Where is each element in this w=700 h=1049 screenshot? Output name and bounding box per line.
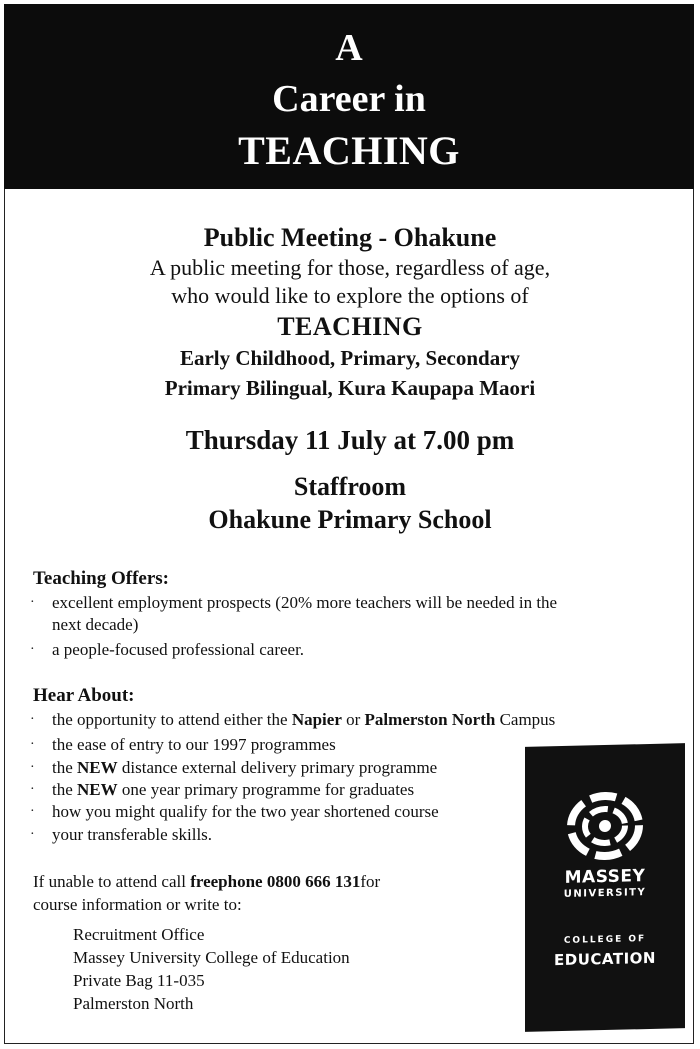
address-line-1: Recruitment Office xyxy=(73,925,205,944)
bullet-icon: · xyxy=(30,760,35,775)
teaching-levels-line-1: Early Childhood, Primary, Secondary xyxy=(179,346,521,370)
campus-palmerston-north: Palmerston North xyxy=(364,710,496,729)
logo-university-line-2: UNIVERSITY xyxy=(563,887,647,900)
venue-line-2: Ohakune Primary School xyxy=(208,505,492,534)
address-line-3: Private Bag 11-035 xyxy=(73,971,205,990)
banner-line-3: TEACHING xyxy=(238,128,460,173)
hear-item xyxy=(30,734,336,756)
banner-line-1: A xyxy=(335,27,363,69)
address-line-2: Massey University College of Education xyxy=(73,948,350,967)
new-badge: NEW xyxy=(77,758,118,777)
logo-college-line-2: EDUCATION xyxy=(554,948,656,970)
hear-item xyxy=(30,801,439,823)
campus-napier: Napier xyxy=(291,710,342,729)
bullet-icon: · xyxy=(30,782,35,797)
offers-item-line-1: excellent employment prospects (20% more teachers will be needed in the xyxy=(52,593,558,612)
hear-item-text: how you might qualify for the two year shortened course xyxy=(52,802,439,821)
bullet-icon: · xyxy=(30,595,35,610)
hear-item-text: the opportunity to attend either the Napier or Palmerston North Campus xyxy=(52,710,556,729)
hear-item-text: the ease of entry to our 1997 programmes xyxy=(52,735,336,754)
hear-item-text: the NEW distance external delivery primary programme xyxy=(52,758,438,777)
hear-item xyxy=(30,824,212,846)
logo-university-line-1: MASSEY xyxy=(564,866,646,888)
freephone-number: freephone 0800 666 131 xyxy=(190,872,361,891)
meeting-title: Public Meeting - Ohakune xyxy=(203,223,497,252)
bullet-icon: · xyxy=(30,712,35,727)
postal-address xyxy=(73,923,350,1015)
hear-item xyxy=(30,757,437,779)
logo-college-line-1: COLLEGE OF xyxy=(563,934,647,946)
contact-line-1: If unable to attend call freephone 0800 666 131for xyxy=(33,872,381,891)
offers-item xyxy=(30,592,557,636)
offers-item-line-2: next decade) xyxy=(52,615,139,634)
meeting-datetime: Thursday 11 July at 7.00 pm xyxy=(185,425,515,455)
hear-item-text: the NEW one year primary programme for graduates xyxy=(52,780,415,799)
hear-heading: Hear About: xyxy=(33,685,135,706)
address-line-4: Palmerston North xyxy=(73,994,194,1013)
hear-item-text: your transferable skills. xyxy=(52,825,213,844)
massey-emblem-icon xyxy=(563,789,647,863)
contact-line-2: course information or write to: xyxy=(33,895,242,914)
bullet-icon: · xyxy=(30,737,35,752)
banner-line-2: Career in xyxy=(272,78,426,120)
offers-item-line-1: a people-focused professional career. xyxy=(52,640,305,659)
new-badge: NEW xyxy=(77,780,118,799)
offers-item xyxy=(30,639,304,661)
hear-item xyxy=(30,779,414,801)
massey-logo-panel xyxy=(525,743,685,1032)
venue-line-1: Staffroom xyxy=(293,472,407,501)
hear-item xyxy=(30,709,555,731)
teaching-levels-line-2: Primary Bilingual, Kura Kaupapa Maori xyxy=(164,376,536,400)
header-banner xyxy=(4,4,694,189)
bullet-icon: · xyxy=(30,642,35,657)
bullet-icon: · xyxy=(30,827,35,842)
meeting-subject: TEACHING xyxy=(277,312,423,341)
meeting-intro-line-1: A public meeting for those, regardless of age, xyxy=(149,255,551,280)
offers-heading: Teaching Offers: xyxy=(33,568,169,589)
bullet-icon: · xyxy=(30,804,35,819)
meeting-intro-line-2: who would like to explore the options of xyxy=(171,283,529,308)
contact-info xyxy=(33,870,380,916)
